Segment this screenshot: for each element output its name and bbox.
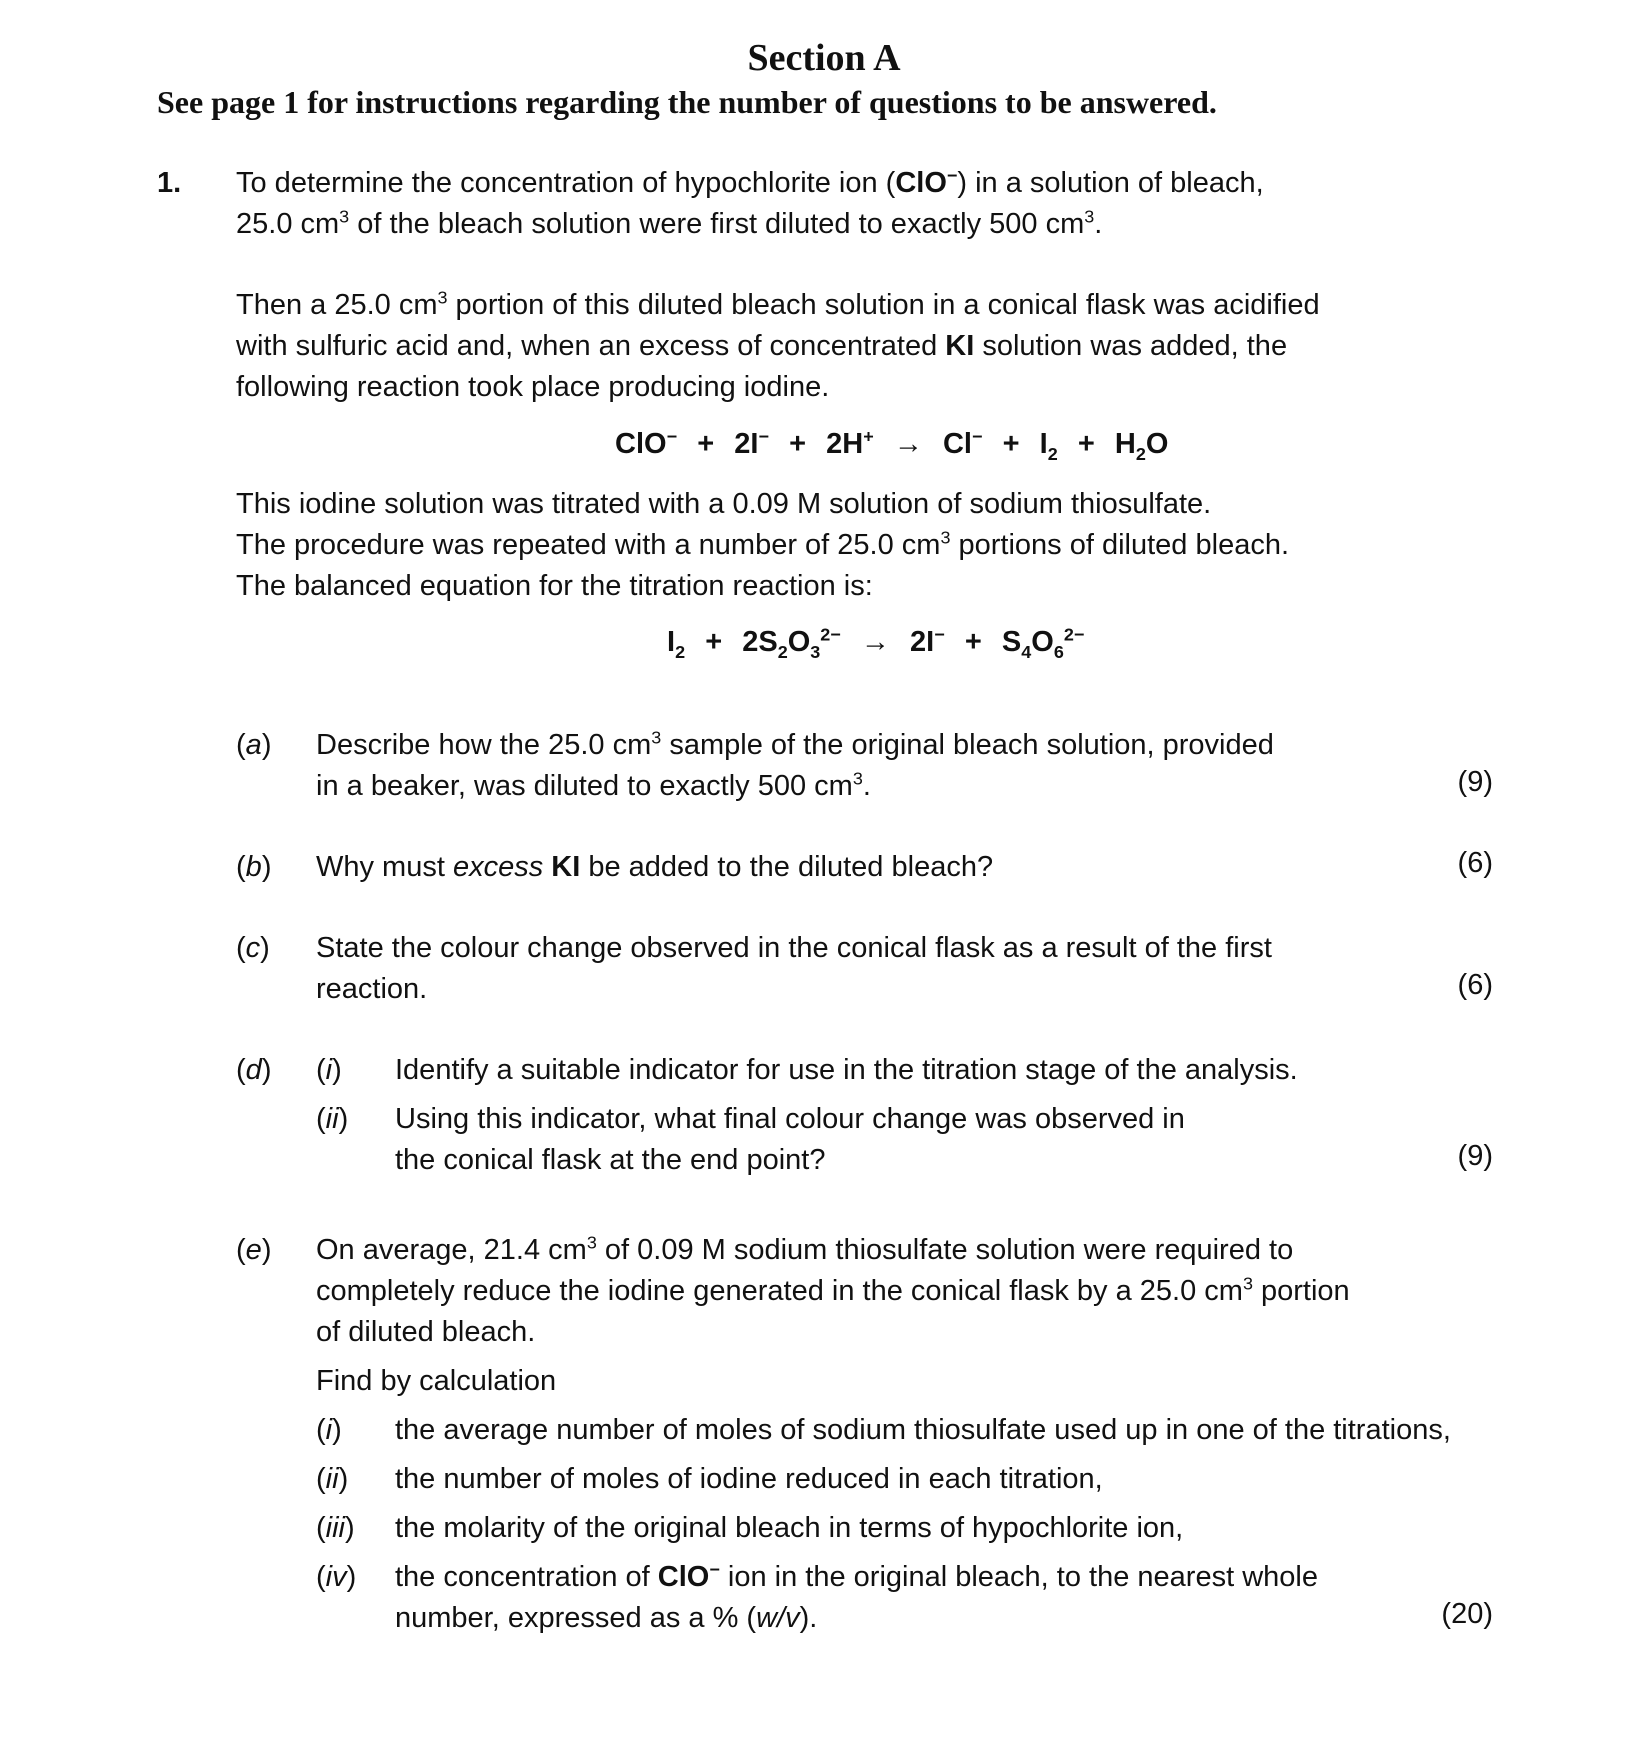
part-c-line-1: State the colour change observed in the conical flask as a result of the first — [316, 932, 1272, 964]
part-a-line-2: in a beaker, was diluted to exactly 500 $cm^3$. — [316, 768, 871, 802]
equation-hypochlorite-iodide: $ClO^- + 2I^- + 2H^+ \to Cl^- + I_2 + H_2O$ — [615, 426, 1169, 464]
part-e-iii-label: (iii) — [316, 1512, 355, 1544]
part-d-i-text: Identify a suitable indicator for use in the titration stage of the analysis. — [395, 1054, 1298, 1086]
instructions-line: See page 1 for instructions regarding the number of questions to be answered. — [157, 84, 1217, 120]
para2-line-2: with sulfuric acid and, when an excess of concentrated KI solution was added, the — [236, 330, 1288, 362]
part-b-label: (b) — [236, 851, 272, 883]
part-e-marks: (20) — [1441, 1598, 1493, 1630]
equation-thiosulfate: $I_2 + 2S_2O_3^{2-} \to 2I^- + S_4O_6^{2-}$ — [667, 624, 1085, 662]
intro-line-2: 25.0 $cm^3$ of the bleach solution were first diluted to exactly 500 $cm^3$. — [236, 206, 1103, 240]
part-c-line-2: reaction. — [316, 973, 428, 1005]
part-e-line-1: On average, 21.4 $cm^3$ of 0.09 M sodium thiosulfate solution were required to — [316, 1232, 1294, 1266]
part-e-ii-text: the number of moles of iodine reduced in each titration, — [395, 1463, 1103, 1495]
part-a-line-1: Describe how the 25.0 $cm^3$ sample of the original bleach solution, provided — [316, 727, 1274, 761]
part-d-i-label: (i) — [316, 1054, 342, 1086]
part-a-label: (a) — [236, 729, 272, 761]
part-e-line-3: of diluted bleach. — [316, 1316, 536, 1348]
para3-line-2: The procedure was repeated with a number of 25.0 $cm^3$ portions of diluted bleach. — [236, 527, 1290, 561]
part-e-i-text: the average number of moles of sodium thiosulfate used up in one of the titrations, — [395, 1414, 1451, 1446]
para3-line-3: The balanced equation for the titration reaction is: — [236, 570, 873, 602]
part-e-find: Find by calculation — [316, 1365, 557, 1397]
section-title: Section A — [747, 37, 901, 79]
part-d-ii-line-1: Using this indicator, what final colour change was observed in — [395, 1103, 1185, 1135]
para3-line-1: This iodine solution was titrated with a 0.09 M solution of sodium thiosulfate. — [236, 488, 1212, 520]
part-e-ii-label: (ii) — [316, 1463, 349, 1495]
part-e-iii-text: the molarity of the original bleach in terms of hypochlorite ion, — [395, 1512, 1184, 1544]
part-d-label: (d) — [236, 1054, 272, 1086]
intro-line-1: To determine the concentration of hypochlorite ion (ClO−) in a solution of bleach, — [236, 165, 1264, 199]
clo-formula: ClO — [895, 167, 947, 199]
part-e-line-2: completely reduce the iodine generated in the conical flask by a 25.0 $cm^3$ portion — [316, 1273, 1350, 1307]
part-e-label: (e) — [236, 1234, 272, 1266]
part-c-label: (c) — [236, 932, 270, 964]
part-b-text: Why must excess KI be added to the diluted bleach? — [316, 851, 994, 883]
para2-line-1: Then a 25.0 $cm^3$ portion of this diluted bleach solution in a conical flask was acidified — [236, 287, 1320, 321]
part-c-marks: (6) — [1457, 969, 1493, 1001]
part-d-ii-label: (ii) — [316, 1103, 349, 1135]
part-e-iv-label: (iv) — [316, 1561, 357, 1593]
question-number: 1. — [157, 167, 182, 199]
part-e-iv-line-2: number, expressed as a % (w/v). — [395, 1602, 818, 1634]
part-e-iv-line-1: the concentration of ClO− ion in the original bleach, to the nearest whole — [395, 1559, 1318, 1593]
para2-line-3: following reaction took place producing iodine. — [236, 371, 830, 403]
part-d-ii-line-2: the conical flask at the end point? — [395, 1144, 826, 1176]
part-a-marks: (9) — [1457, 766, 1493, 798]
part-d-marks: (9) — [1457, 1140, 1493, 1172]
part-b-marks: (6) — [1457, 847, 1493, 879]
part-e-i-label: (i) — [316, 1414, 342, 1446]
